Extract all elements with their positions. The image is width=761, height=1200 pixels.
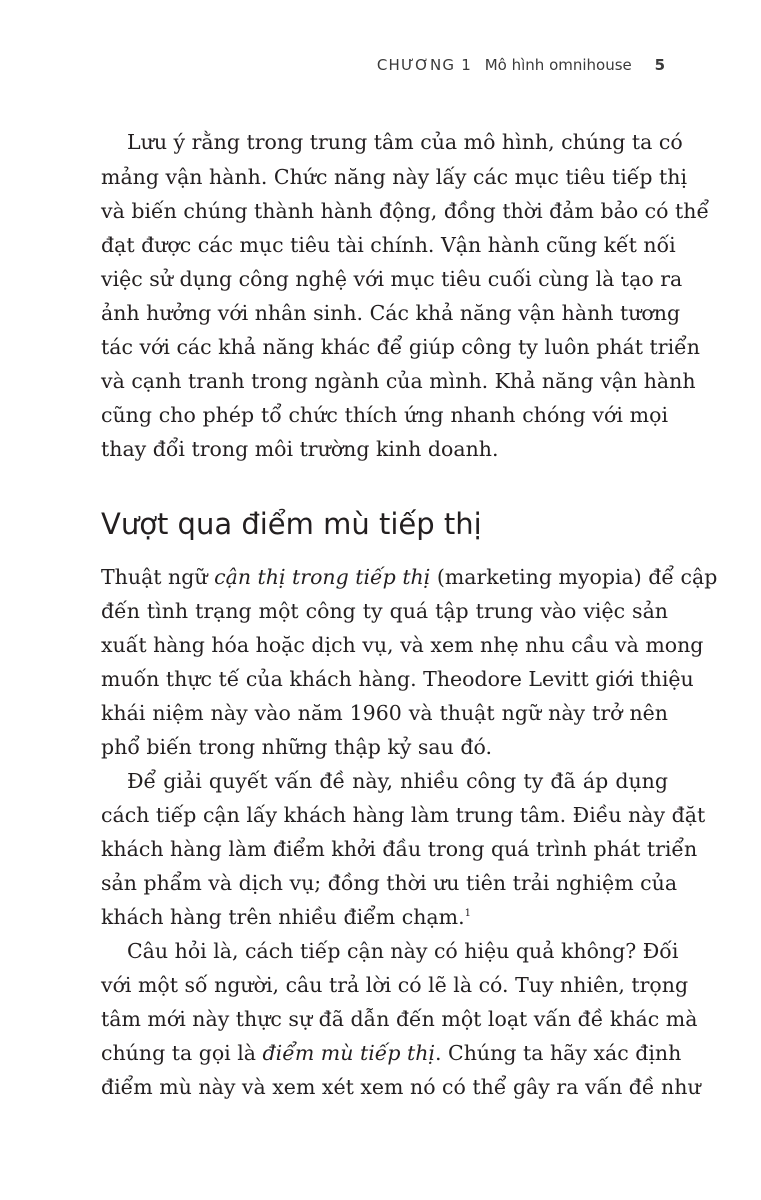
paragraph-line: phổ biến trong những thập kỷ sau đó. bbox=[101, 735, 492, 759]
paragraph-line: sản phẩm và dịch vụ; đồng thời ưu tiên trải nghiệm của bbox=[101, 871, 678, 895]
paragraph-line: tác với các khả năng khác để giúp công ty luôn phát triển bbox=[101, 335, 700, 359]
text-run: chúng ta gọi là bbox=[101, 1041, 263, 1065]
running-header bbox=[377, 56, 665, 74]
page-number: 5 bbox=[654, 56, 665, 74]
paragraph-line: điểm mù này và xem xét xem nó có thể gây ra vấn đề như bbox=[101, 1075, 701, 1099]
chapter-label: CHƯƠNG 1 bbox=[376, 56, 472, 74]
paragraph-line: Lưu ý rằng trong trung tâm của mô hình, chúng ta có bbox=[127, 130, 683, 154]
paragraph-line: cách tiếp cận lấy khách hàng làm trung tâm. Điều này đặt bbox=[101, 803, 706, 827]
paragraph-line: Câu hỏi là, cách tiếp cận này có hiệu quả không? Đối bbox=[127, 939, 679, 963]
paragraph-line: với một số người, câu trả lời có lẽ là có. Tuy nhiên, trọng bbox=[101, 973, 689, 997]
paragraph-line: việc sử dụng công nghệ với mục tiêu cuối cùng là tạo ra bbox=[101, 267, 683, 291]
text-run: khách hàng trên nhiều điểm chạm. bbox=[101, 905, 465, 929]
paragraph-line bbox=[101, 565, 718, 589]
paragraph-line: tâm mới này thực sự đã dẫn đến một loạt vấn đề khác mà bbox=[101, 1007, 698, 1031]
paragraph-line bbox=[101, 1041, 682, 1065]
paragraph-line: đến tình trạng một công ty quá tập trung vào việc sản bbox=[101, 599, 668, 623]
text-run: . Chúng ta hãy xác định bbox=[435, 1041, 682, 1065]
text-run: (marketing myopia) để cập bbox=[430, 565, 718, 589]
paragraph-line: khách hàng làm điểm khởi đầu trong quá trình phát triển bbox=[101, 837, 698, 861]
paragraph-line: mảng vận hành. Chức năng này lấy các mục tiêu tiếp thị bbox=[101, 165, 688, 189]
text-run: Thuật ngữ bbox=[101, 565, 215, 589]
footnote-marker: 1 bbox=[464, 908, 471, 919]
paragraph-line: xuất hàng hóa hoặc dịch vụ, và xem nhẹ nhu cầu và mong bbox=[101, 633, 704, 657]
paragraph-line: và cạnh tranh trong ngành của mình. Khả năng vận hành bbox=[101, 369, 696, 393]
italic-term: cận thị trong tiếp thị bbox=[214, 565, 431, 589]
paragraph-line: muốn thực tế của khách hàng. Theodore Levitt giới thiệu bbox=[101, 667, 694, 691]
paragraph-line bbox=[101, 907, 668, 928]
paragraph-line: khái niệm này vào năm 1960 và thuật ngữ này trở nên bbox=[101, 701, 668, 725]
paragraph-line: đạt được các mục tiêu tài chính. Vận hành cũng kết nối bbox=[101, 233, 676, 257]
paragraph-line: ảnh hưởng với nhân sinh. Các khả năng vận hành tương bbox=[101, 301, 681, 325]
italic-term: điểm mù tiếp thị bbox=[262, 1041, 435, 1065]
section-heading: Vượt qua điểm mù tiếp thị bbox=[101, 507, 482, 541]
paragraph-line: và biến chúng thành hành động, đồng thời đảm bảo có thể bbox=[101, 199, 710, 223]
paragraph-line: cũng cho phép tổ chức thích ứng nhanh chóng với mọi bbox=[101, 403, 668, 427]
paragraph-line: thay đổi trong môi trường kinh doanh. bbox=[101, 437, 499, 461]
paragraph-line: Để giải quyết vấn đề này, nhiều công ty đã áp dụng bbox=[127, 769, 668, 793]
chapter-title: Mô hình omnihouse bbox=[484, 56, 632, 74]
